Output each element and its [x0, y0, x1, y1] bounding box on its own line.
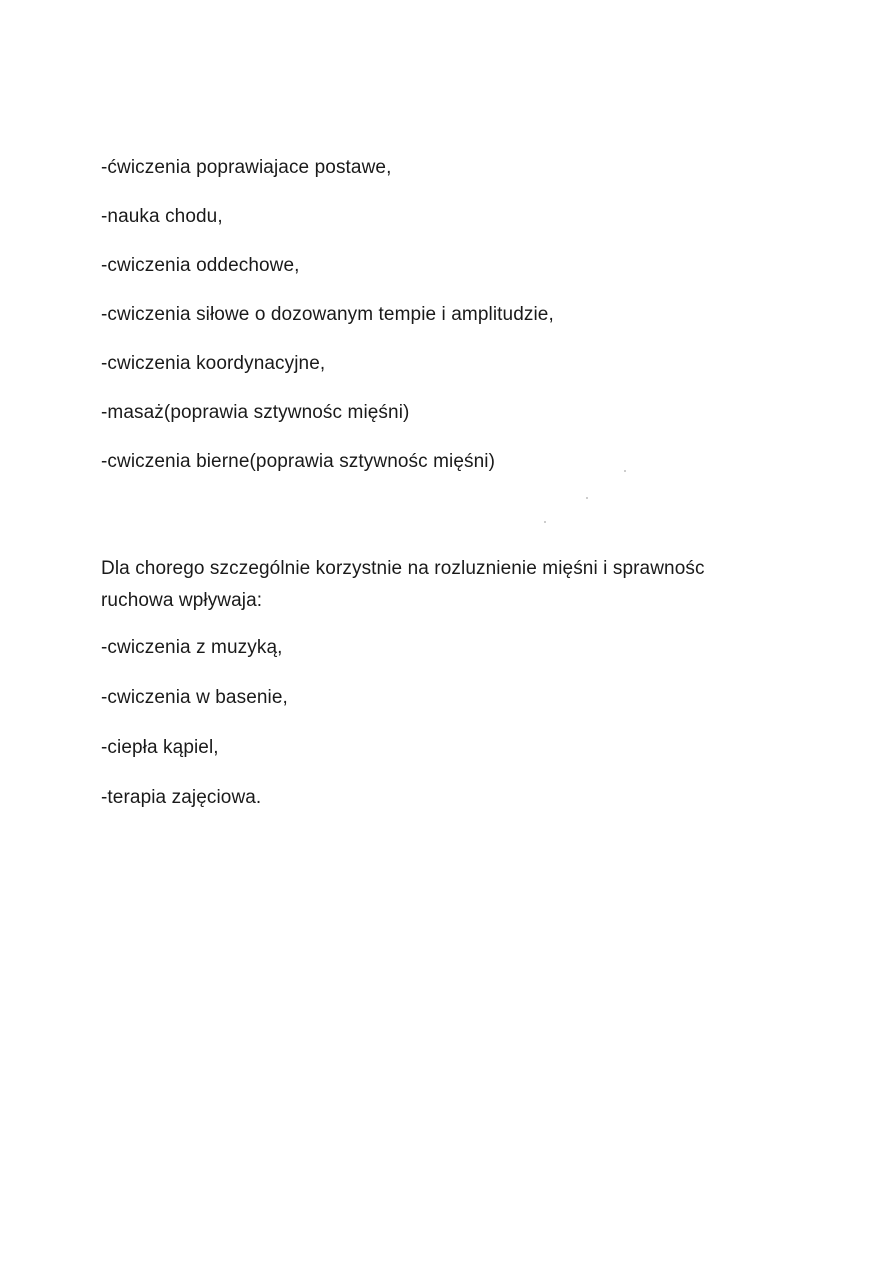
list-item: -ciepła kąpiel, [101, 737, 219, 758]
list-item: -nauka chodu, [101, 206, 223, 227]
list-item: -terapia zajęciowa. [101, 787, 262, 808]
scan-speck [624, 470, 626, 472]
paragraph-line: ruchowa wpływaja: [101, 590, 263, 611]
beneficial-list [101, 637, 821, 837]
list-item: -cwiczenia w basenie, [101, 687, 288, 708]
list-item: -masaż(poprawia sztywnośc mięśni) [101, 402, 410, 423]
scan-speck [586, 497, 588, 499]
paragraph-line: Dla chorego szczególnie korzystnie na rozluznienie mięśni i sprawnośc [101, 558, 705, 579]
list-item: -cwiczenia z muzyką, [101, 637, 283, 658]
list-item: -cwiczenia bierne(poprawia sztywnośc mięśni) [101, 451, 496, 472]
list-item: -cwiczenia koordynacyjne, [101, 353, 326, 374]
list-item: -cwiczenia siłowe o dozowanym tempie i amplitudzie, [101, 304, 554, 325]
exercise-list [101, 157, 821, 500]
scan-speck [544, 521, 546, 523]
list-item: -cwiczenia oddechowe, [101, 255, 300, 276]
intro-paragraph [101, 553, 821, 617]
list-item: -ćwiczenia poprawiajace postawe, [101, 157, 392, 178]
